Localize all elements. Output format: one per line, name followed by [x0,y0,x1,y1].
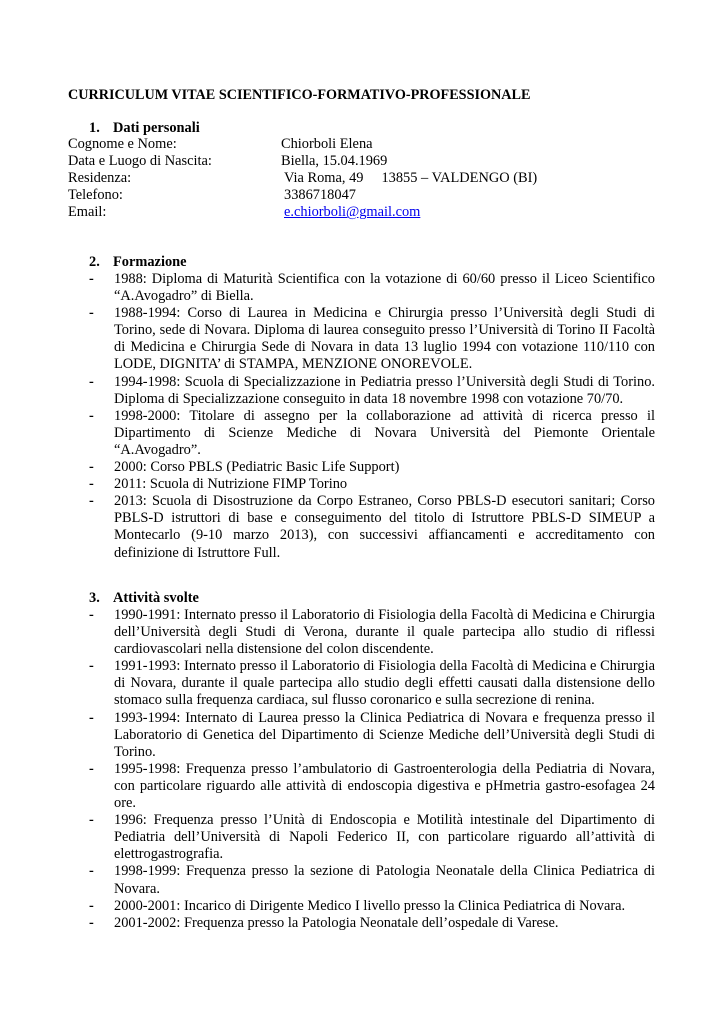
list-item: - 2011: Scuola di Nutrizione FIMP Torino [89,476,348,493]
field-value: 3386718047 [284,187,356,204]
field-label: Cognome e Nome: [68,136,177,152]
field-label: Email: [68,204,107,221]
list-item: - 2001-2002: Frequenza presso la Patologia Neonatale dell’ospedale di Varese. [89,914,559,931]
education-list [89,271,655,562]
field-label: Telefono: [68,187,123,204]
list-item-text: 1990-1991: Internato presso il Laboratorio di Fisiologia della Facoltà di Medicina e Chirurgia dell’Università degli Studi di Verona, durante il quale partecipa allo studio di riflessi cardiovascolari nella distensione del colon discendente. [114,607,655,658]
list-item-text: 1993-1994: Internato di Laurea presso la Clinica Pediatrica di Novara e frequenza presso il Laboratorio di Genetica del Dipartimento di Scienze Mediche dell’Università degli Studi di Torino. [114,709,655,760]
section-number: 1. [89,120,100,136]
section-heading-education [89,254,187,271]
field-row-birth [68,153,668,170]
list-item: - 2013: Scuola di Disostruzione da Corpo Estraneo, Corso PBLS-D esecutori sanitari; Corso PBLS-D istruttori di base e conseguimento del titolo di Istruttore PBLS-D SIMEUP a Montecarlo (9-10 marzo 2013), con successivi affiancamenti e accreditamento con definizione di Istruttore Full. [89,493,655,561]
field-label: Residenza: [68,170,132,187]
list-item: - 1988: Diploma di Maturità Scientifica con la votazione di 60/60 presso il Liceo Scientifico “A.Avogadro” di Biella. [89,271,655,305]
section-number: 2. [89,254,100,270]
field-row-residence [68,170,668,187]
list-item: - 1998-1999: Frequenza presso la sezione di Patologia Neonatale della Clinica Pediatrica di Novara. [89,863,655,897]
list-item: - 1995-1998: Frequenza presso l’ambulatorio di Gastroenterologia della Pediatria di Novara, con particolare riguardo alle attività di endoscopia digestiva e pHmetria gastro-esofagea 24 ore. [89,760,655,812]
document-title: CURRICULUM VITAE SCIENTIFICO-FORMATIVO-PROFESSIONALE [68,87,531,103]
email-link[interactable]: e.chiorboli@gmail.com [284,204,421,221]
list-item-text: 1995-1998: Frequenza presso l’ambulatorio di Gastroenterologia della Pediatria di Novara, con particolare riguardo alle attività di endoscopia digestiva e pHmetria gastro-esofagea 24 ore. [114,760,655,812]
list-item: - 2000-2001: Incarico di Dirigente Medico I livello presso la Clinica Pediatrica di Novara. [89,897,626,914]
field-row-name [68,136,668,153]
list-item-text: 1998-1999: Frequenza presso la sezione di Patologia Neonatale della Clinica Pediatrica di Novara. [114,863,655,897]
section-heading-personal [89,120,200,137]
list-item: - 1993-1994: Internato di Laurea presso la Clinica Pediatrica di Novara e frequenza presso il Laboratorio di Genetica del Dipartimento di Scienze Mediche dell’Università degli Studi di Torino. [89,709,655,760]
section-heading-text: Dati personali [113,120,200,136]
list-item-text: 1998-2000: Titolare di assegno per la collaborazione ad attività di ricerca presso il Dipartimento di Scienze Mediche di Novara Università del Piemonte Orientale “A.Avogadro”. [114,407,655,458]
list-item-text: 2000-2001: Incarico di Dirigente Medico I livello presso la Clinica Pediatrica di Novara. [114,897,626,914]
personal-data [68,136,668,221]
field-value: Biella, 15.04.1969 [281,153,388,170]
list-item: - 1988-1994: Corso di Laurea in Medicina e Chirurgia presso l’Università degli Studi di Torino, sede di Novara. Diploma di laurea conseguito presso l’Università di Torino II Facoltà di Medicina e Chirurgia Sede di Novara in data 13 luglio 1994 con votazione 110/110 con LODE, DIGNITA’ di STAMPA, MENZIONE ONOREVOLE. [89,305,655,373]
section-heading-text: Attività svolte [113,590,199,606]
list-item-text: 2001-2002: Frequenza presso la Patologia Neonatale dell’ospedale di Varese. [114,914,559,931]
list-item-text: 2013: Scuola di Disostruzione da Corpo Estraneo, Corso PBLS-D esecutori sanitari; Corso PBLS-D istruttori di base e conseguimento del titolo di Istruttore PBLS-D SIMEUP a Montecarlo (9-10 marzo 2013), con successivi affiancamenti e accreditamento con definizione di Istruttore Full. [114,493,655,561]
section-number: 3. [89,590,100,606]
field-row-email [68,204,668,221]
field-label: Data e Luogo di Nascita: [68,153,212,170]
section-heading-text: Formazione [113,254,187,270]
list-item-text: 1991-1993: Internato presso il Laboratorio di Fisiologia della Facoltà di Medicina e Chirurgia di Novara, durante il quale partecipa allo studio degli effetti causati dalla distensione dello stomaco sulla frequenza cardiaca, sul flusso coronarico e sulla secrezione di renina. [114,658,655,709]
field-value: Chiorboli Elena [281,136,373,152]
list-item: - 1998-2000: Titolare di assegno per la collaborazione ad attività di ricerca presso il Dipartimento di Scienze Mediche di Novara Università del Piemonte Orientale “A.Avogadro”. [89,407,655,458]
activities-list [89,607,655,932]
section-heading-activities [89,590,199,607]
field-row-phone [68,187,668,204]
field-value: Via Roma, 49 13855 – VALDENGO (BI) [284,170,538,187]
list-item: - 2000: Corso PBLS (Pediatric Basic Life Support) [89,459,400,476]
list-item: - 1996: Frequenza presso l’Unità di Endoscopia e Motilità intestinale del Dipartimento di Pediatria dell’Università di Napoli Federico II, con particolare riguardo all’attività di elettrogastrografia. [89,812,655,863]
list-item-text: 1988-1994: Corso di Laurea in Medicina e Chirurgia presso l’Università degli Studi di Torino, sede di Novara. Diploma di laurea conseguito presso l’Università di Torino II Facoltà di Medicina e Chirurgia Sede di Novara in data 13 luglio 1994 con votazione 110/110 con LODE, DIGNITA’ di STAMPA, MENZIONE ONOREVOLE. [114,305,655,373]
list-item-text: 1994-1998: Scuola di Specializzazione in Pediatria presso l’Università degli Studi di Torino. Diploma di Specializzazione conseguito in data 18 novembre 1998 con votazione 70/70. [114,373,655,407]
list-item: - 1990-1991: Internato presso il Laboratorio di Fisiologia della Facoltà di Medicina e Chirurgia dell’Università degli Studi di Verona, durante il quale partecipa allo studio di riflessi cardiovascolari nella distensione del colon discendente. [89,607,655,658]
list-item-text: 2011: Scuola di Nutrizione FIMP Torino [114,476,348,493]
list-item-text: 2000: Corso PBLS (Pediatric Basic Life Support) [114,459,400,476]
list-item: - 1994-1998: Scuola di Specializzazione in Pediatria presso l’Università degli Studi di Torino. Diploma di Specializzazione conseguito in data 18 novembre 1998 con votazione 70/70. [89,373,655,407]
list-item: - 1991-1993: Internato presso il Laboratorio di Fisiologia della Facoltà di Medicina e Chirurgia di Novara, durante il quale partecipa allo studio degli effetti causati dalla distensione dello stomaco sulla frequenza cardiaca, sul flusso coronarico e sulla secrezione di renina. [89,658,655,709]
list-item-text: 1988: Diploma di Maturità Scientifica con la votazione di 60/60 presso il Liceo Scientifico “A.Avogadro” di Biella. [114,271,655,305]
list-item-text: 1996: Frequenza presso l’Unità di Endoscopia e Motilità intestinale del Dipartimento di Pediatria dell’Università di Napoli Federico II, con particolare riguardo all’attività di elettrogastrografia. [114,812,655,863]
